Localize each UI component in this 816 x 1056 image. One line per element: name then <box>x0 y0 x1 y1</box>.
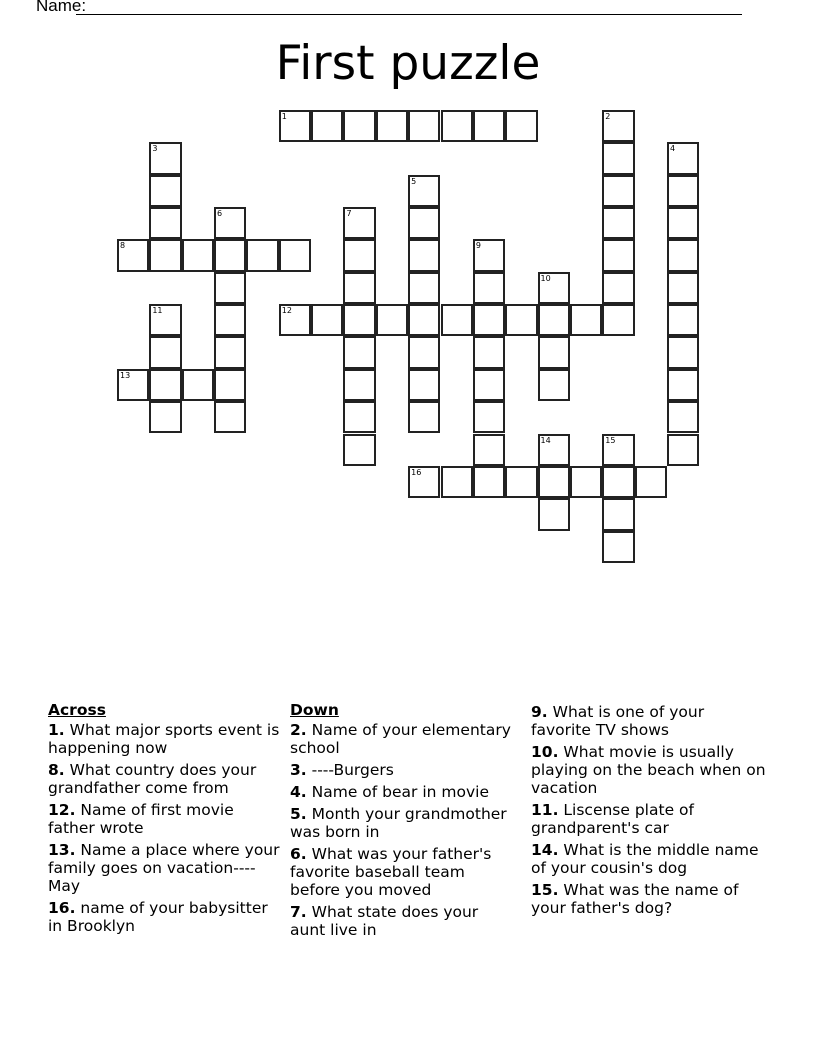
clue-number: 3. <box>290 761 307 779</box>
grid-cell[interactable] <box>149 304 181 336</box>
grid-cell[interactable] <box>570 304 602 336</box>
clue-number: 13. <box>48 841 76 859</box>
grid-cell[interactable] <box>602 110 634 142</box>
grid-cell[interactable] <box>602 142 634 174</box>
clue-item <box>531 801 766 837</box>
clue-text: What is one of your favorite TV shows <box>531 703 705 739</box>
grid-cell[interactable] <box>343 207 375 239</box>
clue-item <box>531 743 766 797</box>
grid-cell[interactable] <box>182 239 214 271</box>
grid-cell[interactable] <box>376 304 408 336</box>
clue-number: 1. <box>48 721 65 739</box>
clue-item <box>48 761 283 797</box>
grid-cell[interactable] <box>214 207 246 239</box>
grid-cell[interactable] <box>408 110 440 142</box>
clue-item <box>290 805 515 841</box>
grid-cell[interactable] <box>343 434 375 466</box>
grid-cell[interactable] <box>343 272 375 304</box>
grid-cell[interactable] <box>538 304 570 336</box>
clue-item <box>531 703 766 739</box>
clue-text: Name of first movie father wrote <box>48 801 234 837</box>
clue-item <box>48 801 283 837</box>
grid-cell[interactable] <box>667 239 699 271</box>
grid-cell[interactable] <box>343 110 375 142</box>
grid-cell[interactable] <box>214 272 246 304</box>
clue-number: 10. <box>531 743 559 761</box>
clue-number-label: 6 <box>217 209 223 219</box>
clue-number: 15. <box>531 881 559 899</box>
clue-text: What movie is usually playing on the beach when on vacation <box>531 743 766 797</box>
clue-number: 5. <box>290 805 307 823</box>
clue-number-label: 1 <box>281 112 287 121</box>
grid-cell[interactable] <box>117 369 149 401</box>
grid-cell[interactable] <box>538 434 570 466</box>
grid-cell[interactable] <box>182 369 214 401</box>
grid-cell[interactable] <box>602 304 634 336</box>
grid-cell[interactable] <box>570 466 602 498</box>
grid-cell[interactable] <box>149 369 181 401</box>
grid-cell[interactable] <box>343 336 375 368</box>
grid-cell[interactable] <box>602 498 634 530</box>
clue-item <box>290 761 515 779</box>
clue-number-label: 13 <box>120 370 131 380</box>
grid-cell[interactable] <box>473 434 505 466</box>
down-heading: Down <box>290 701 339 719</box>
grid-cell[interactable] <box>408 175 440 207</box>
clue-number: 7. <box>290 903 307 921</box>
name-field[interactable] <box>76 14 742 15</box>
grid-cell[interactable] <box>602 434 634 466</box>
grid-cell[interactable] <box>149 175 181 207</box>
clue-number: 9. <box>531 703 548 721</box>
grid-cell[interactable] <box>279 239 311 271</box>
grid-cell[interactable] <box>667 304 699 336</box>
grid-cell[interactable] <box>408 401 440 433</box>
grid-cell[interactable] <box>408 304 440 336</box>
grid-cell[interactable] <box>473 336 505 368</box>
clue-text: What is the middle name of your cousin's dog <box>531 841 759 877</box>
clue-text: Name of your elementary school <box>290 721 511 757</box>
clue-number-label: 8 <box>120 241 126 251</box>
clue-text: What major sports event is happening now <box>48 721 280 757</box>
clue-text: What country does your grandfather come from <box>48 761 257 797</box>
grid-cell[interactable] <box>214 304 246 336</box>
grid-cell[interactable] <box>667 369 699 401</box>
grid-cell[interactable] <box>602 175 634 207</box>
clue-text: What state does your aunt live in <box>290 903 479 939</box>
grid-cell[interactable] <box>214 239 246 271</box>
across-heading: Across <box>48 701 106 719</box>
clue-number-label: 14 <box>540 435 551 445</box>
clue-text: Liscense plate of grandparent's car <box>531 801 694 837</box>
clue-item <box>531 841 766 877</box>
grid-cell[interactable] <box>149 142 181 174</box>
grid-cell[interactable] <box>408 207 440 239</box>
grid-cell[interactable] <box>635 466 667 498</box>
grid-cell[interactable] <box>473 110 505 142</box>
grid-cell[interactable] <box>667 401 699 433</box>
grid-cell[interactable] <box>343 401 375 433</box>
grid-cell[interactable] <box>149 207 181 239</box>
grid-cell[interactable] <box>408 336 440 368</box>
grid-cell[interactable] <box>667 207 699 239</box>
clue-number: 2. <box>290 721 307 739</box>
grid-cell[interactable] <box>214 401 246 433</box>
grid-cell[interactable] <box>279 304 311 336</box>
clue-item <box>290 845 515 899</box>
grid-cell[interactable] <box>602 531 634 563</box>
clue-text: Name a place where your family goes on vacation----May <box>48 841 280 895</box>
down-clues <box>290 701 515 943</box>
down-clues-continued <box>531 703 766 921</box>
grid-cell[interactable] <box>441 110 473 142</box>
grid-cell[interactable] <box>667 142 699 174</box>
clue-item <box>48 899 283 935</box>
clue-item <box>290 783 515 801</box>
grid-cell[interactable] <box>538 272 570 304</box>
across-clues <box>48 701 283 939</box>
grid-cell[interactable] <box>473 466 505 498</box>
grid-cell[interactable] <box>279 110 311 142</box>
grid-cell[interactable] <box>376 110 408 142</box>
grid-cell[interactable] <box>117 239 149 271</box>
clue-item <box>290 721 515 757</box>
clue-number: 12. <box>48 801 76 819</box>
clue-number: 4. <box>290 783 307 801</box>
grid-cell[interactable] <box>602 466 634 498</box>
grid-cell[interactable] <box>311 304 343 336</box>
grid-cell[interactable] <box>538 466 570 498</box>
grid-cell[interactable] <box>343 304 375 336</box>
grid-cell[interactable] <box>667 434 699 466</box>
grid-cell[interactable] <box>505 110 537 142</box>
clue-item <box>531 881 766 917</box>
grid-cell[interactable] <box>538 336 570 368</box>
grid-cell[interactable] <box>473 239 505 271</box>
grid-cell[interactable] <box>473 401 505 433</box>
grid-cell[interactable] <box>602 239 634 271</box>
clue-text: What was the name of your father's dog? <box>531 881 739 917</box>
clue-text: What was your father's favorite baseball team before you moved <box>290 845 492 899</box>
clue-number-label: 9 <box>475 241 481 251</box>
grid-cell[interactable] <box>441 466 473 498</box>
grid-cell[interactable] <box>602 207 634 239</box>
grid-cell[interactable] <box>473 369 505 401</box>
clue-text: Name of bear in movie <box>311 783 489 801</box>
grid-cell[interactable] <box>505 466 537 498</box>
clue-number-label: 11 <box>152 306 163 316</box>
clue-text: ----Burgers <box>311 761 394 779</box>
clue-text: Month your grandmother was born in <box>290 805 507 841</box>
page-title: First puzzle <box>275 36 541 91</box>
grid-cell[interactable] <box>667 175 699 207</box>
grid-cell[interactable] <box>667 336 699 368</box>
grid-cell[interactable] <box>149 401 181 433</box>
clue-number-label: 2 <box>605 112 611 121</box>
grid-cell[interactable] <box>408 239 440 271</box>
grid-cell[interactable] <box>149 336 181 368</box>
grid-cell[interactable] <box>538 498 570 530</box>
grid-cell[interactable] <box>149 239 181 271</box>
grid-cell[interactable] <box>343 369 375 401</box>
clue-number-label: 12 <box>281 306 292 316</box>
grid-cell[interactable] <box>505 304 537 336</box>
grid-cell[interactable] <box>214 336 246 368</box>
clue-item <box>48 721 283 757</box>
grid-cell[interactable] <box>473 304 505 336</box>
grid-cell[interactable] <box>408 466 440 498</box>
clue-number-label: 3 <box>152 144 158 154</box>
grid-cell[interactable] <box>667 272 699 304</box>
grid-cell[interactable] <box>408 272 440 304</box>
clue-number-label: 16 <box>411 467 422 477</box>
clue-number-label: 7 <box>346 209 352 219</box>
grid-cell[interactable] <box>602 272 634 304</box>
clue-number: 11. <box>531 801 559 819</box>
grid-cell[interactable] <box>408 369 440 401</box>
grid-cell[interactable] <box>311 110 343 142</box>
name-label: Name: <box>36 0 87 15</box>
grid-cell[interactable] <box>246 239 278 271</box>
grid-cell[interactable] <box>538 369 570 401</box>
clue-item <box>48 841 283 895</box>
clue-item <box>290 903 515 939</box>
grid-cell[interactable] <box>473 272 505 304</box>
clue-number: 6. <box>290 845 307 863</box>
grid-cell[interactable] <box>441 304 473 336</box>
clue-number: 16. <box>48 899 76 917</box>
grid-cell[interactable] <box>214 369 246 401</box>
grid-cell[interactable] <box>343 239 375 271</box>
clue-number-label: 10 <box>540 273 551 283</box>
clue-number: 8. <box>48 761 65 779</box>
clue-number: 14. <box>531 841 559 859</box>
clue-number-label: 4 <box>669 144 676 154</box>
clue-number-label: 15 <box>605 435 616 445</box>
clue-text: name of your babysitter in Brooklyn <box>48 899 268 935</box>
clue-number-label: 5 <box>411 176 417 186</box>
